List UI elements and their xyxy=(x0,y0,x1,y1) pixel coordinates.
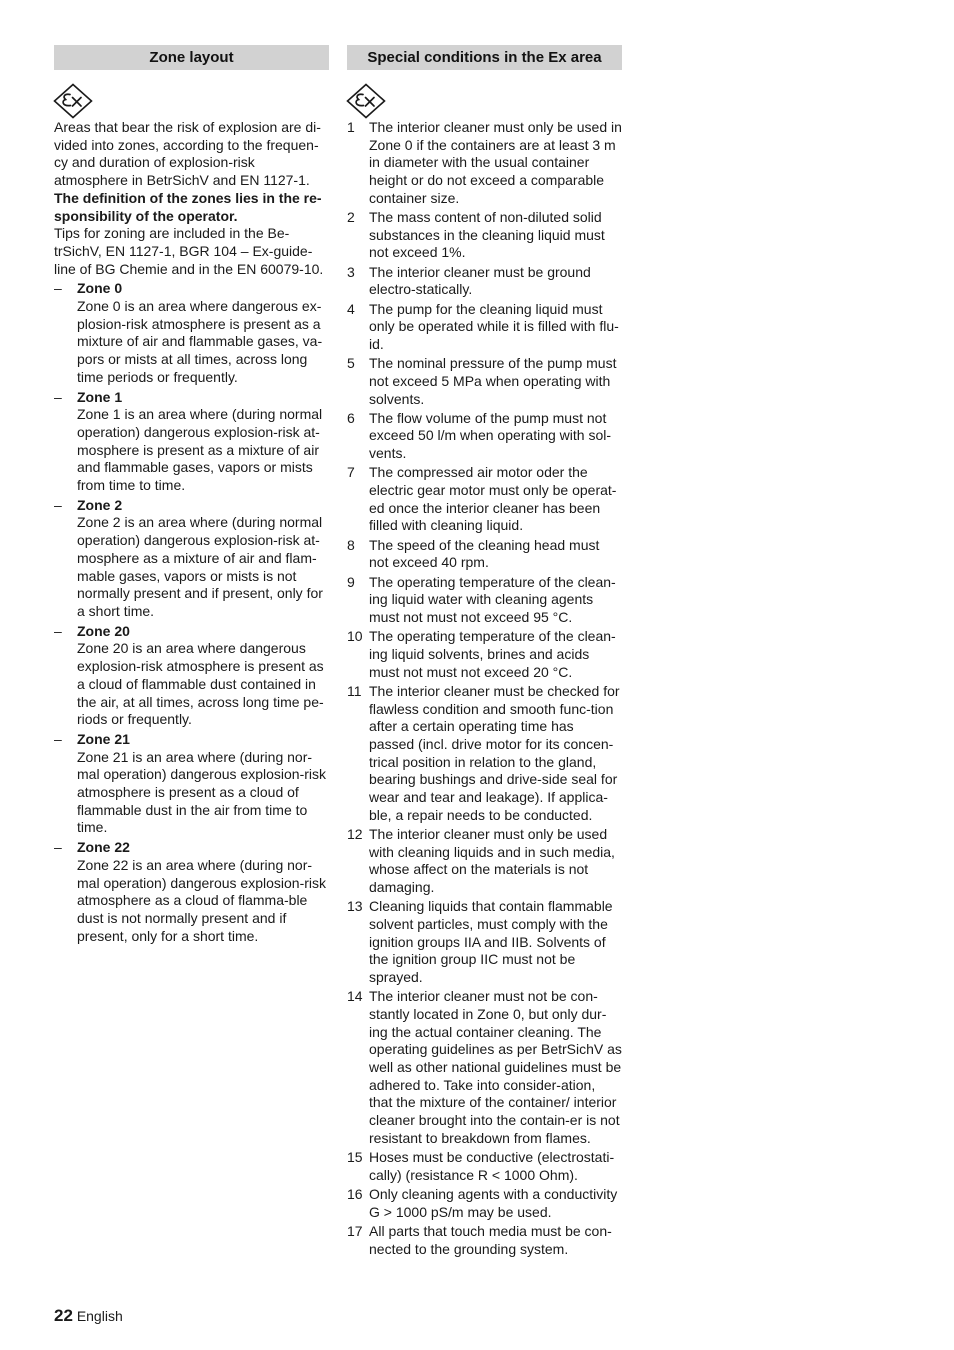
ex-explosion-protection-icon xyxy=(346,83,386,119)
condition-number: 11 xyxy=(347,682,362,699)
condition-number: 14 xyxy=(347,988,363,1005)
condition-text: The mass content of non-diluted solid substances in the cleaning liquid must not exceed 1%. xyxy=(369,209,605,261)
condition-number: 9 xyxy=(347,573,355,590)
condition-text: The pump for the cleaning liquid must only be operated while it is filled with flu-id. xyxy=(369,300,619,352)
condition-text: All parts that touch media must be con-nected to the grounding system. xyxy=(369,1222,612,1257)
zone-description: Zone 21 is an area where (during nor-mal operation) dangerous explosion-risk atmosphere is present as a cloud of flammable dust in the air from time to time. xyxy=(77,748,327,836)
condition-item xyxy=(347,988,622,1147)
condition-number: 8 xyxy=(347,536,355,553)
condition-number: 4 xyxy=(347,300,355,317)
condition-item xyxy=(347,301,622,354)
list-dash: – xyxy=(54,730,62,747)
condition-item xyxy=(347,264,622,299)
condition-text: Hoses must be conductive (electrostati-cally) (resistance R < 1000 Ohm). xyxy=(369,1149,615,1183)
list-dash: – xyxy=(54,622,62,639)
page-footer xyxy=(54,1306,123,1326)
condition-number: 17 xyxy=(347,1222,363,1239)
zone-definition-text: The definition of the zones lies in the re-sponsibility of the operator. xyxy=(54,189,322,224)
condition-item xyxy=(347,537,622,572)
special-conditions-heading: Special conditions in the Ex area xyxy=(347,45,622,70)
list-dash: – xyxy=(54,280,62,297)
condition-text: The compressed air motor oder the electric gear motor must only be operat-ed once the interior cleaner has been filled with cleaning liquid. xyxy=(369,464,617,534)
list-dash: – xyxy=(54,496,62,513)
condition-item xyxy=(347,1223,622,1258)
condition-text: Cleaning liquids that contain flammable solvent particles, must comply with the ignition groups IIA and IIB. Solvents of the ignition group IIC must not be sprayed. xyxy=(369,898,613,986)
zone-description: Zone 22 is an area where (during nor-mal operation) dangerous explosion-risk atmosphere as a cloud of flamma-ble dust is not normally present and if present, only for a short time. xyxy=(77,856,327,944)
condition-text: The interior cleaner must not be con-stantly located in Zone 0, but only dur-ing the actual container cleaning. The operating guidelines as per BetrSichV as well as other national guidelines must be adhered to. Take into consider-ation, that the mixture of the container/ interior cleaner brought into the contain-er is not resistant to breakdown from flames. xyxy=(369,988,622,1146)
condition-text: Only cleaning agents with a conductivity G > 1000 pS/m may be used. xyxy=(369,1185,618,1220)
zone-item-0 xyxy=(54,280,329,386)
zone-title: Zone 2 xyxy=(77,496,123,513)
page-number: 22 xyxy=(54,1306,73,1325)
zone-title: Zone 1 xyxy=(77,388,123,405)
zone-description: Zone 20 is an area where dangerous explosion-risk atmosphere is present as a cloud of flammable dust contained in the air, at all times, across long time pe-riods or frequently. xyxy=(77,640,324,728)
zone-description: Zone 0 is an area where dangerous ex-plosion-risk atmosphere is present as a mixture of air and flammable gases, va-pors or mists at all times, across long time periods or frequently. xyxy=(77,298,323,385)
condition-text: The nominal pressure of the pump must not exceed 5 MPa when operating with solvents. xyxy=(369,355,617,407)
condition-item xyxy=(347,683,622,825)
condition-text: The flow volume of the pump must not exceed 50 l/m when operating with sol-vents. xyxy=(369,409,612,462)
zone-item-21 xyxy=(54,731,329,837)
condition-text: The operating temperature of the clean-ing liquid solvents, brines and acids must not must not exceed 20 °C. xyxy=(369,628,616,680)
zone-title: Zone 22 xyxy=(77,839,130,856)
zone-title: Zone 21 xyxy=(77,730,130,747)
condition-item xyxy=(347,1149,622,1184)
condition-text: The interior cleaner must only be used with cleaning liquids and in such media, whose affect on the materials is not damaging. xyxy=(369,825,615,896)
condition-number: 10 xyxy=(347,628,363,645)
condition-item xyxy=(347,119,622,208)
condition-number: 3 xyxy=(347,263,355,280)
conditions-list xyxy=(347,119,622,1258)
condition-item xyxy=(347,464,622,535)
zone-item-2 xyxy=(54,497,329,621)
zone-intro-text: Areas that bear the risk of explosion are di-vided into zones, according to the frequen-cy and duration of explosion-risk atmosphere in BetrSichV and EN 1127-1. xyxy=(54,119,321,189)
condition-item xyxy=(347,898,622,987)
condition-item xyxy=(347,209,622,262)
condition-number: 5 xyxy=(347,355,355,372)
zone-description: Zone 1 is an area where (during normal operation) dangerous explosion-risk at-mosphere is present as a mixture of air and flammable gases, vapors or mists from time to time. xyxy=(77,406,323,494)
condition-item xyxy=(347,410,622,463)
condition-number: 12 xyxy=(347,825,363,842)
ex-explosion-protection-icon xyxy=(53,83,93,119)
zone-description: Zone 2 is an area where (during normal operation) dangerous explosion-risk at-mosphere as a mixture of air and flam-mable gases, vapors or mists is not normally present and if present, only for a short time. xyxy=(77,514,323,619)
zone-tips-text: Tips for zoning are included in the Be-trSichV, EN 1127-1, BGR 104 – Ex-guide-line of BG Chemie and in the EN 60079-10. xyxy=(54,225,324,277)
condition-number: 13 xyxy=(347,898,363,915)
footer-language: English xyxy=(76,1308,123,1324)
zone-item-22 xyxy=(54,839,329,945)
condition-number: 16 xyxy=(347,1185,363,1202)
condition-text: The interior cleaner must only be used in Zone 0 if the containers are at least 3 m in diameter with the usual container height or do not exceed a comparable container size. xyxy=(369,119,622,206)
condition-number: 6 xyxy=(347,409,355,426)
condition-item xyxy=(347,628,622,681)
condition-number: 1 xyxy=(347,119,355,135)
zone-item-1 xyxy=(54,389,329,495)
zone-list xyxy=(54,280,329,945)
special-conditions-column xyxy=(347,45,622,1260)
list-dash: – xyxy=(54,839,62,856)
condition-item xyxy=(347,1186,622,1221)
condition-text: The operating temperature of the clean-ing liquid water with cleaning agents must not must not exceed 95 °C. xyxy=(369,573,616,625)
zone-layout-column xyxy=(54,45,329,945)
condition-text: The speed of the cleaning head must not exceed 40 rpm. xyxy=(369,536,600,571)
condition-text: The interior cleaner must be checked for flawless condition and smooth func-tion after a certain operating time has passed (incl. drive motor for its concen-trical position in relation to the gland, bearing bushings and drive-side seal for wear and tear and leakage). If applica-ble, a repair needs to be conducted. xyxy=(369,682,620,823)
zone-layout-heading: Zone layout xyxy=(54,45,329,70)
zone-title: Zone 20 xyxy=(77,622,130,639)
condition-item xyxy=(347,355,622,408)
condition-number: 2 xyxy=(347,209,355,226)
zone-title: Zone 0 xyxy=(77,280,123,297)
condition-item xyxy=(347,574,622,627)
condition-number: 7 xyxy=(347,464,355,481)
zone-item-20 xyxy=(54,623,329,729)
list-dash: – xyxy=(54,388,62,405)
condition-number: 15 xyxy=(347,1149,363,1166)
condition-item xyxy=(347,826,622,897)
condition-text: The interior cleaner must be ground electro-statically. xyxy=(369,263,591,298)
